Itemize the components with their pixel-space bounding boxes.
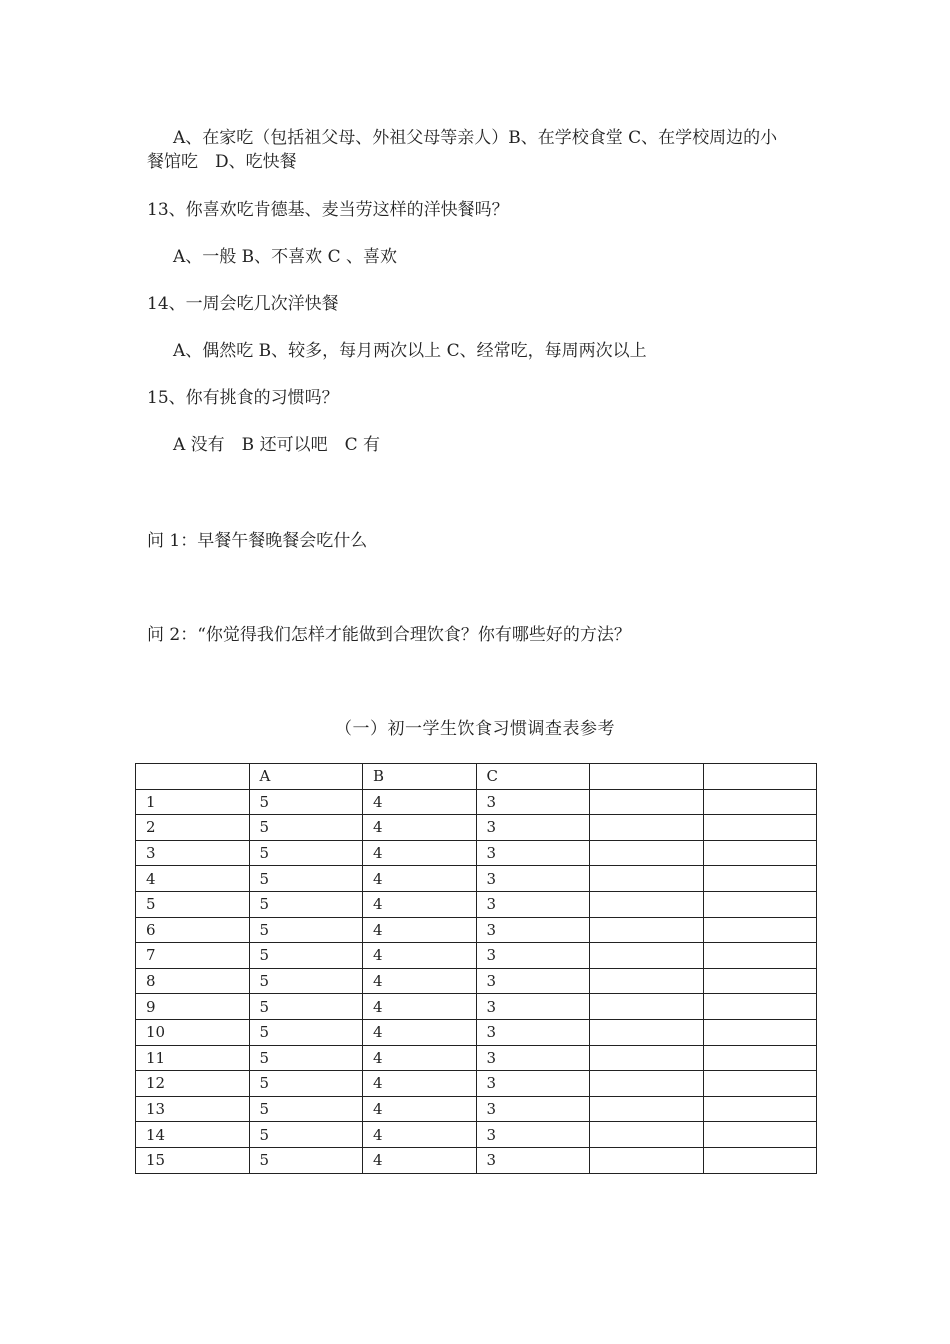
table-cell: 3 (136, 840, 250, 866)
survey-table (135, 763, 817, 1174)
table-row (136, 815, 817, 841)
table-row (136, 840, 817, 866)
table-cell (703, 917, 817, 943)
table-cell: 4 (363, 789, 477, 815)
table-cell: 3 (476, 1071, 590, 1097)
table-cell (590, 1096, 704, 1122)
table-cell (590, 866, 704, 892)
table-cell (703, 1096, 817, 1122)
table-cell: 10 (136, 1019, 250, 1045)
table-title: （一）初一学生饮食习惯调查表参考 (335, 719, 615, 739)
q14-options: A、偶然吃 B、较多，每月两次以上 C、经常吃，每周两次以上 (173, 341, 647, 361)
table-row (136, 917, 817, 943)
table-cell: 12 (136, 1071, 250, 1097)
table-cell: 3 (476, 1122, 590, 1148)
table-cell (590, 1071, 704, 1097)
q13-options: A、一般 B、不喜欢 C 、喜欢 (173, 247, 397, 267)
table-cell (590, 1045, 704, 1071)
q12-options-line1: A、在家吃（包括祖父母、外祖父母等亲人）B、在学校食堂 C、在学校周边的小 (173, 128, 778, 148)
table-cell: 3 (476, 840, 590, 866)
table-row (136, 1147, 817, 1173)
table-cell: 3 (476, 1019, 590, 1045)
table-cell (136, 764, 250, 790)
table-cell (590, 968, 704, 994)
table-row (136, 968, 817, 994)
table-cell: 5 (249, 866, 363, 892)
table-cell (703, 943, 817, 969)
table-cell (703, 815, 817, 841)
table-cell: 3 (476, 1045, 590, 1071)
table-cell (590, 943, 704, 969)
table-cell: 1 (136, 789, 250, 815)
table-cell: 4 (363, 1122, 477, 1148)
table-cell (703, 1147, 817, 1173)
table-row (136, 1122, 817, 1148)
q15-question: 15、你有挑食的习惯吗？ (147, 388, 339, 408)
table-row (136, 1071, 817, 1097)
table-cell: 2 (136, 815, 250, 841)
table-cell: 3 (476, 815, 590, 841)
table-cell (590, 994, 704, 1020)
table-cell: 4 (363, 891, 477, 917)
table-cell (590, 917, 704, 943)
open-question-1: 问 1：早餐午餐晚餐会吃什么 (147, 531, 368, 551)
q14-question: 14、一周会吃几次洋快餐 (147, 294, 339, 314)
table-cell: 6 (136, 917, 250, 943)
table-cell (703, 994, 817, 1020)
table-row (136, 1045, 817, 1071)
table-cell: 4 (363, 840, 477, 866)
table-cell (703, 891, 817, 917)
q13-question: 13、你喜欢吃肯德基、麦当劳这样的洋快餐吗？ (147, 200, 509, 220)
table-cell: 15 (136, 1147, 250, 1173)
table-cell: 3 (476, 994, 590, 1020)
table-cell: 4 (363, 815, 477, 841)
table-cell: 4 (363, 968, 477, 994)
table-cell (590, 815, 704, 841)
q15-options: A 没有 B 还可以吧 C 有 (173, 435, 380, 455)
table-cell: 8 (136, 968, 250, 994)
table-cell (590, 789, 704, 815)
table-cell: 5 (249, 968, 363, 994)
table-cell: 9 (136, 994, 250, 1020)
table-cell (703, 1019, 817, 1045)
table-cell: 5 (249, 1147, 363, 1173)
table-cell: 5 (249, 1096, 363, 1122)
table-cell: 4 (363, 866, 477, 892)
table-cell (590, 764, 704, 790)
table-cell: 7 (136, 943, 250, 969)
table-cell: 5 (249, 840, 363, 866)
table-cell: 4 (363, 1147, 477, 1173)
table-cell: 5 (249, 994, 363, 1020)
table-cell (703, 764, 817, 790)
table-cell: 4 (363, 1019, 477, 1045)
table-cell: 3 (476, 789, 590, 815)
table-cell: 5 (249, 815, 363, 841)
table-cell (590, 840, 704, 866)
table-cell: 5 (249, 1071, 363, 1097)
table-cell: 5 (249, 917, 363, 943)
table-cell (703, 1071, 817, 1097)
table-cell (590, 1019, 704, 1045)
table-cell: 3 (476, 917, 590, 943)
table-cell: 4 (363, 1045, 477, 1071)
table-cell: A (249, 764, 363, 790)
table-row (136, 789, 817, 815)
table-cell (590, 1122, 704, 1148)
table-cell: 4 (363, 917, 477, 943)
table-cell: 4 (363, 994, 477, 1020)
table-cell: 3 (476, 1147, 590, 1173)
table-cell: 4 (363, 1096, 477, 1122)
table-cell (703, 789, 817, 815)
table-cell (703, 1045, 817, 1071)
table-cell (703, 840, 817, 866)
q12-options-line2: 餐馆吃 D、吃快餐 (147, 152, 297, 172)
table-row (136, 994, 817, 1020)
table-cell (590, 891, 704, 917)
table-cell: 3 (476, 943, 590, 969)
table-cell: 4 (363, 943, 477, 969)
table-cell (590, 1147, 704, 1173)
table-cell: 5 (249, 1122, 363, 1148)
table-cell: 5 (249, 891, 363, 917)
table-cell: C (476, 764, 590, 790)
table-row (136, 1019, 817, 1045)
table-cell: B (363, 764, 477, 790)
table-cell: 3 (476, 891, 590, 917)
table-cell: 13 (136, 1096, 250, 1122)
table-cell: 5 (249, 1045, 363, 1071)
table-cell: 3 (476, 968, 590, 994)
table-row (136, 866, 817, 892)
table-row (136, 943, 817, 969)
table-cell: 4 (363, 1071, 477, 1097)
table-row (136, 891, 817, 917)
table-cell: 4 (136, 866, 250, 892)
table-cell: 5 (249, 789, 363, 815)
table-cell: 3 (476, 866, 590, 892)
table-cell (703, 968, 817, 994)
table-cell (703, 1122, 817, 1148)
table-cell: 5 (249, 943, 363, 969)
table-cell: 5 (136, 891, 250, 917)
open-question-2: 问 2：“你觉得我们怎样才能做到合理饮食？你有哪些好的方法？ (147, 625, 631, 645)
table-cell: 5 (249, 1019, 363, 1045)
table-cell (703, 866, 817, 892)
table-row (136, 1096, 817, 1122)
table-cell: 14 (136, 1122, 250, 1148)
table-header-row (136, 764, 817, 790)
table-cell: 11 (136, 1045, 250, 1071)
table-cell: 3 (476, 1096, 590, 1122)
